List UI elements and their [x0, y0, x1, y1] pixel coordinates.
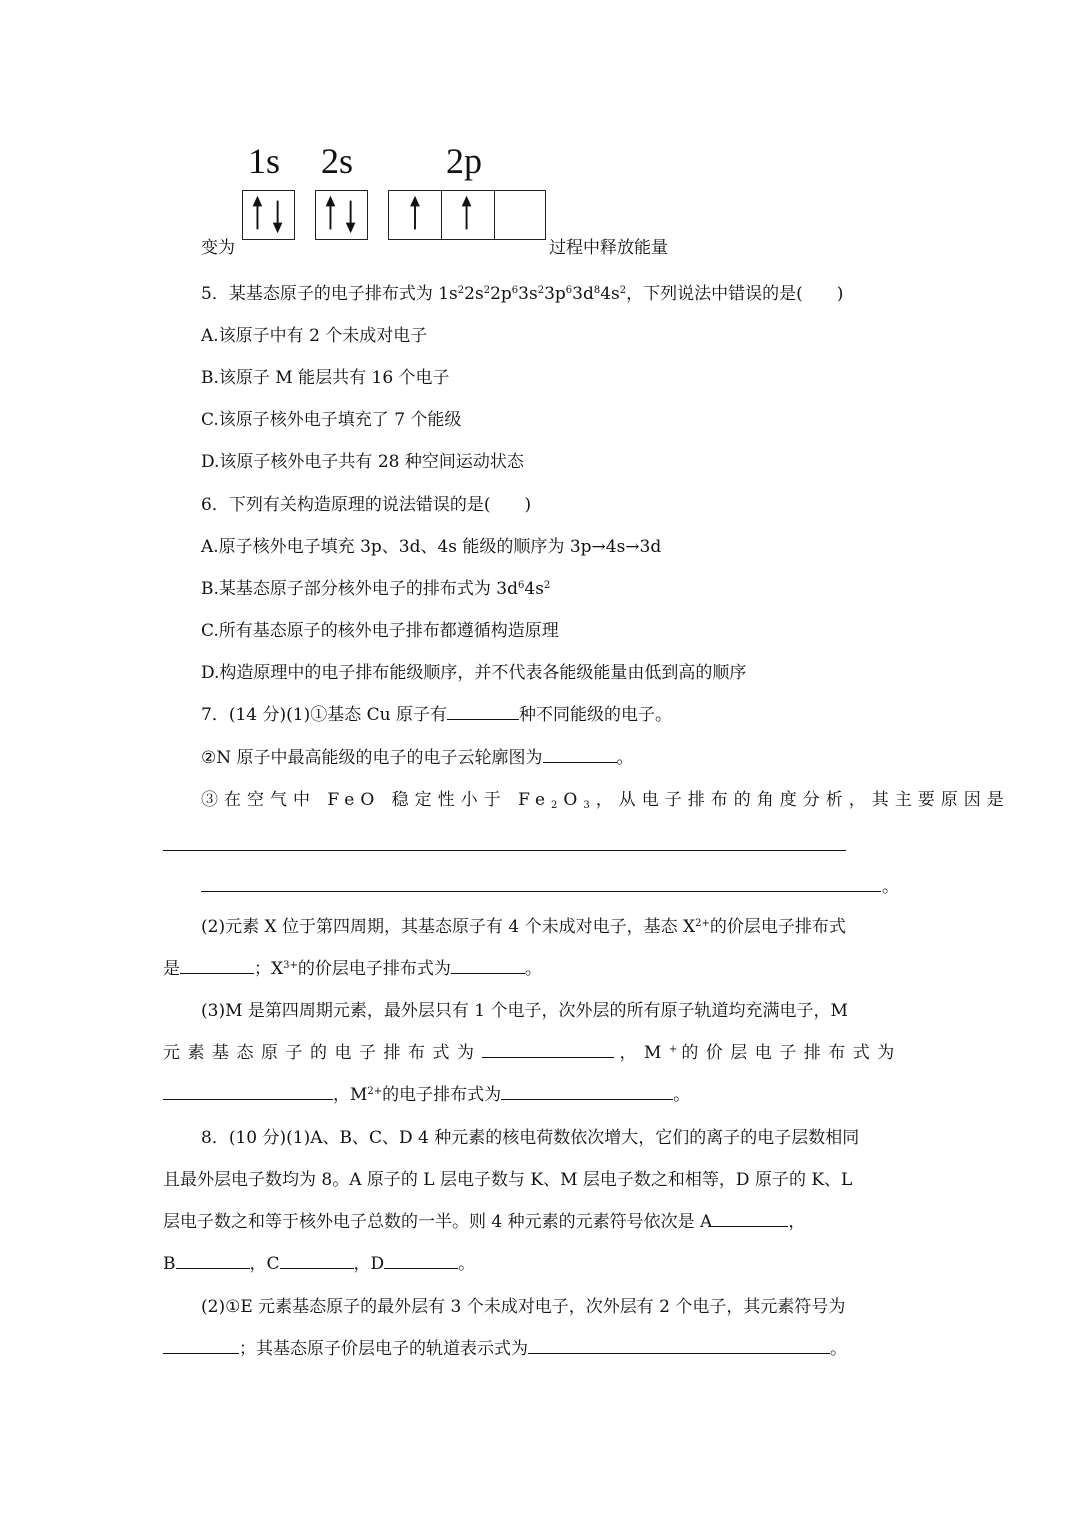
q6-option-d: D.构造原理中的电子排布能级顺序，并不代表各能级能量由低到高的顺序 — [201, 663, 747, 683]
q6-option-a: A.原子核外电子填充 3p、3d、4s 能级的顺序为 3p→4s→3d — [201, 537, 662, 557]
config-orbital: 3p — [544, 284, 566, 304]
answer-line[interactable] — [201, 891, 881, 892]
answer-blank[interactable] — [163, 1085, 333, 1100]
q6-option-c: C.所有基态原子的核外电子排布都遵循构造原理 — [201, 621, 559, 641]
q8-line-2: 且最外层电子数均为 8。A 原子的 L 层电子数与 K、M 层电子数之和相等，D 原子的 K、L — [163, 1170, 853, 1190]
answer-blank[interactable] — [163, 1339, 239, 1354]
config-orbital: 3d — [572, 284, 594, 304]
q7-line-2: ②N 原子中最高能级的电子的电子云轮廓图为 。 — [201, 748, 634, 768]
orbital-suffix: 过程中释放能量 — [549, 238, 668, 258]
q7-line-3: ③在空气中 FeO 稳定性小于 $Fe_2O_3$，从电子排布的角度分析，其主要原因是 — [201, 790, 1010, 811]
config-electron-count: 2 — [537, 285, 545, 296]
up-arrow-icon — [442, 191, 494, 239]
q8-line-3: 层电子数之和等于核外电子总数的一半。则 4 种元素的元素符号依次是 A ， — [163, 1212, 806, 1232]
paired-arrows-icon — [243, 191, 294, 239]
answer-blank[interactable] — [176, 1254, 250, 1269]
answer-blank[interactable] — [501, 1085, 673, 1100]
paired-arrows-icon — [316, 191, 367, 239]
answer-line[interactable] — [163, 850, 846, 851]
q6-stem: 6．下列有关构造原理的说法错误的是( ) — [201, 495, 532, 515]
q8-line-1: 8．(10 分)(1)A、B、C、D 4 种元素的核电荷数依次增大，它们的离子的电子层数相同 — [201, 1128, 860, 1148]
electron-configuration — [438, 284, 626, 304]
config-orbital: 2p — [490, 284, 512, 304]
answer-blank[interactable] — [543, 748, 617, 763]
config-orbital: 1s — [438, 284, 458, 304]
q7-part2-line-2: 是 ；$X^{3+}$的价层电子排布式为 。 — [163, 959, 542, 979]
answer-blank[interactable] — [280, 1254, 354, 1269]
answer-blank[interactable] — [447, 705, 519, 720]
config-electron-count: 6 — [565, 285, 573, 296]
q7-line-1: 7．(14 分)(1)①基态 Cu 原子有 种不同能级的电子。 — [201, 705, 672, 725]
orbital-box-2p — [388, 190, 546, 240]
config-orbital: 2s — [464, 284, 484, 304]
answer-blank[interactable] — [384, 1254, 458, 1269]
q6-option-b: B.某基态原子部分核外电子的排布式为 $3d^64s^2$ — [201, 579, 551, 599]
config-electron-count: 2 — [457, 285, 465, 296]
up-arrow-icon — [389, 191, 441, 239]
orbital-cell-2p-2 — [441, 191, 494, 239]
orbital-cell-2p-1 — [389, 191, 441, 239]
answer-blank[interactable] — [180, 959, 254, 974]
orbital-cell-2p-3 — [494, 191, 544, 239]
orbital-label-1s: 1s — [248, 141, 281, 181]
q5-option-b: B.该原子 M 能层共有 16 个电子 — [201, 368, 450, 388]
q5-option-a: A.该原子中有 2 个未成对电子 — [201, 326, 428, 346]
q7-part2-line-1: (2)元素 X 位于第四周期，其基态原子有 4 个未成对电子，基态 $X^{2+}$的价层电子排布式 — [201, 917, 846, 937]
q7-part3-line-3: ，$M^{2+}$的电子排布式为 。 — [163, 1084, 690, 1106]
config-electron-count: 8 — [593, 285, 601, 296]
q7-part3-line-2: 元素基态原子的电子排布式为 ，M+ 的价层电子排布式为 — [163, 1043, 902, 1063]
orbital-label-2s: 2s — [321, 141, 354, 181]
config-orbital: 3s — [518, 284, 538, 304]
config-electron-count: 2 — [483, 285, 491, 296]
answer-blank[interactable] — [528, 1339, 830, 1354]
q7-part3-line-1: (3)M 是第四周期元素，最外层只有 1 个电子，次外层的所有原子轨道均充满电子，M — [201, 1001, 848, 1021]
q8-line-4: B ，C ，D 。 — [163, 1254, 476, 1274]
orbital-box-2s — [315, 190, 368, 240]
orbital-prefix: 变为 — [201, 238, 235, 258]
orbital-box-1s — [242, 190, 295, 240]
config-orbital: 4s — [600, 284, 620, 304]
answer-blank[interactable] — [482, 1043, 614, 1058]
q5-option-d: D.该原子核外电子共有 28 种空间运动状态 — [201, 452, 524, 472]
q8-part2-line-1: (2)①E 元素基态原子的最外层有 3 个未成对电子，次外层有 2 个电子，其元素符号为 — [201, 1297, 846, 1317]
config-electron-count: 6 — [511, 285, 519, 296]
q8-part2-line-2: ；其基态原子价层电子的轨道表示式为 。 — [163, 1338, 847, 1360]
q7-period: 。 — [882, 877, 899, 897]
q5-option-c: C.该原子核外电子填充了 7 个能级 — [201, 410, 462, 430]
answer-blank[interactable] — [451, 959, 525, 974]
answer-blank[interactable] — [712, 1212, 788, 1227]
config-electron-count: 2 — [619, 285, 627, 296]
q5-stem: 5．某基态原子的电子排布式为 $1s^22s^22p^63s^23p^63d^84s^2$，下列说法中错误的是( ) — [201, 284, 844, 304]
orbital-label-2p: 2p — [446, 141, 482, 181]
